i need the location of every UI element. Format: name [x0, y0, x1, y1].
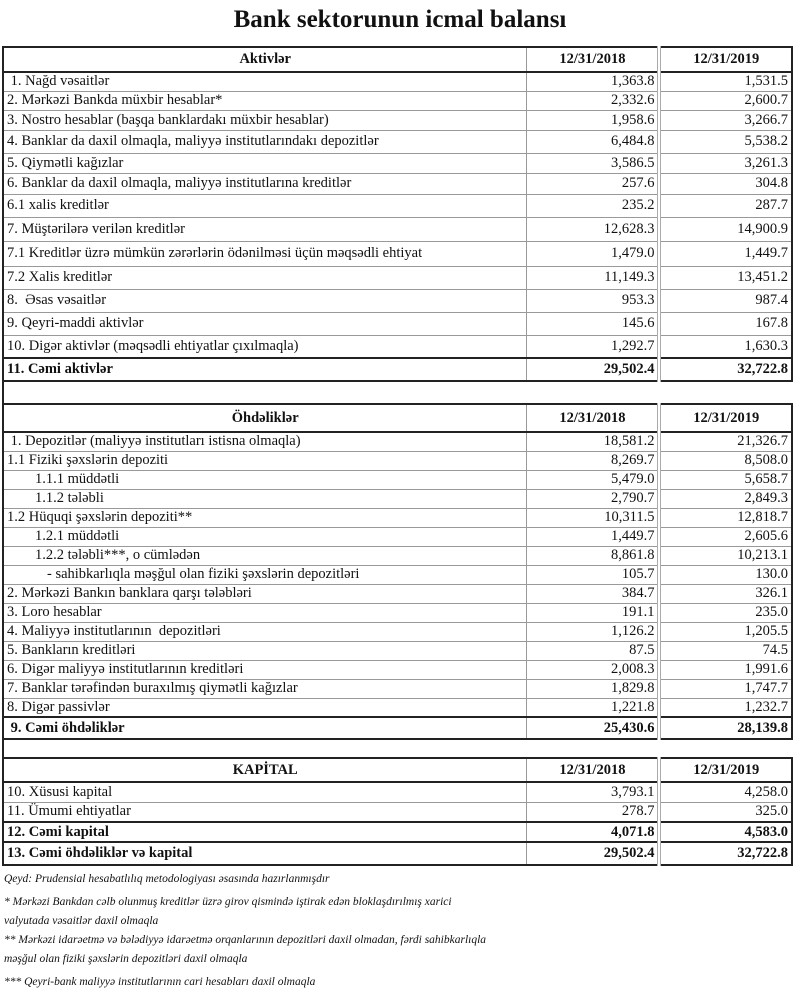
table-row: [3, 130, 792, 153]
table-row: [3, 603, 792, 622]
value-2018: 87.5: [527, 641, 660, 660]
table-row: [3, 432, 792, 451]
row-label: 2. Mərkəzi Bankda müxbir hesablar*: [3, 91, 527, 110]
table-row: [3, 584, 792, 603]
value-2019: 8,508.0: [659, 451, 792, 470]
footnote-1-cont: valyutada vəsaitlər daxil olmaqla: [4, 915, 159, 927]
table-row: [3, 565, 792, 584]
section-header: Öhdəliklər: [3, 404, 527, 432]
capital-table: [2, 757, 793, 866]
row-label: 9. Qeyri-maddi aktivlər: [3, 312, 527, 335]
table-row: [3, 266, 792, 289]
value-2018: 1,221.8: [527, 698, 660, 717]
value-2018: 1,363.8: [527, 72, 660, 91]
row-label: 8. Digər passivlər: [3, 698, 527, 717]
page-title: Bank sektorunun icmal balansı: [233, 6, 567, 33]
row-label: 1. Depozitlər (maliyyə institutları istisna olmaqla): [3, 432, 527, 451]
value-2019: 1,991.6: [659, 660, 792, 679]
value-2018: 11,149.3: [527, 266, 660, 289]
value-2019: 2,600.7: [659, 91, 792, 110]
value-2019: 12,818.7: [659, 508, 792, 527]
row-label: 11. Ümumi ehtiyatlar: [3, 802, 527, 822]
value-2018: 2,008.3: [527, 660, 660, 679]
table-row: [3, 622, 792, 641]
value-2019: 325.0: [659, 802, 792, 822]
row-label: 8. Əsas vəsaitlər: [3, 289, 527, 312]
value-2018: 191.1: [527, 603, 660, 622]
table-row: [3, 312, 792, 335]
column-header-2018: 12/31/2018: [527, 47, 660, 72]
value-2019: 5,538.2: [659, 130, 792, 153]
row-label: 4. Banklar da daxil olmaqla, maliyyə institutlarındakı depozitlər: [3, 130, 527, 153]
value-2019: 5,658.7: [659, 470, 792, 489]
value-2018: 1,126.2: [527, 622, 660, 641]
value-2018: 8,861.8: [527, 546, 660, 565]
table-row: [3, 698, 792, 717]
value-2019: 1,531.5: [659, 72, 792, 91]
value-2019: 3,266.7: [659, 110, 792, 130]
value-2019: 32,722.8: [659, 842, 792, 865]
value-2018: 145.6: [527, 312, 660, 335]
value-2019: 28,139.8: [659, 717, 792, 739]
table-row: [3, 546, 792, 565]
row-label: 6. Digər maliyyə institutlarının kreditləri: [3, 660, 527, 679]
value-2018: 25,430.6: [527, 717, 660, 739]
footnotes: [4, 870, 784, 992]
column-header-2019: 12/31/2019: [659, 758, 792, 782]
value-2019: 304.8: [659, 173, 792, 194]
note-methodology: Qeyd: Prudensial hesabatlılıq metodologiyası əsasında hazırlanmışdır: [4, 873, 330, 885]
row-label: 7.1 Kreditlər üzrə mümkün zərərlərin ödənilməsi üçün məqsədli ehtiyat: [3, 241, 527, 266]
table-row: [3, 451, 792, 470]
assets-table: [2, 46, 793, 382]
section-header-row: [3, 758, 792, 782]
liabilities-table: [2, 403, 793, 740]
value-2018: 2,790.7: [527, 489, 660, 508]
table-row: [3, 72, 792, 91]
row-label: 1.2.1 müddətli: [3, 527, 527, 546]
total-row: [3, 822, 792, 842]
row-label: 3. Loro hesablar: [3, 603, 527, 622]
value-2019: 1,630.3: [659, 335, 792, 358]
value-2018: 12,628.3: [527, 217, 660, 241]
table-row: [3, 527, 792, 546]
column-header-2018: 12/31/2018: [527, 404, 660, 432]
table-row: [3, 679, 792, 698]
row-label: 1. Nağd vəsaitlər: [3, 72, 527, 91]
table-row: [3, 508, 792, 527]
row-label: 1.2 Hüquqi şəxslərin depoziti**: [3, 508, 527, 527]
value-2019: 130.0: [659, 565, 792, 584]
table-row: [3, 489, 792, 508]
value-2019: 1,205.5: [659, 622, 792, 641]
total-row: [3, 717, 792, 739]
table-row: [3, 660, 792, 679]
row-label: 13. Cəmi öhdəliklər və kapital: [3, 842, 527, 865]
column-header-2019: 12/31/2019: [659, 47, 792, 72]
total-row: [3, 358, 792, 381]
value-2018: 1,292.7: [527, 335, 660, 358]
value-2018: 257.6: [527, 173, 660, 194]
row-label: 1.1 Fiziki şəxslərin depoziti: [3, 451, 527, 470]
row-label: 11. Cəmi aktivlər: [3, 358, 527, 381]
table-row: [3, 241, 792, 266]
row-label: 7. Müştərilərə verilən kreditlər: [3, 217, 527, 241]
table-row: [3, 802, 792, 822]
value-2018: 1,449.7: [527, 527, 660, 546]
section-header: Aktivlər: [3, 47, 527, 72]
table-row: [3, 289, 792, 312]
value-2019: 74.5: [659, 641, 792, 660]
value-2019: 167.8: [659, 312, 792, 335]
value-2019: 4,258.0: [659, 782, 792, 802]
value-2019: 1,449.7: [659, 241, 792, 266]
value-2018: 953.3: [527, 289, 660, 312]
table-row: [3, 91, 792, 110]
value-2019: 10,213.1: [659, 546, 792, 565]
row-label: 10. Digər aktivlər (məqsədli ehtiyatlar çıxılmaqla): [3, 335, 527, 358]
column-header-2019: 12/31/2019: [659, 404, 792, 432]
value-2018: 278.7: [527, 802, 660, 822]
value-2019: 21,326.7: [659, 432, 792, 451]
footnote-3: *** Qeyri-bank maliyyə institutlarının cari hesabları daxil olmaqla: [4, 976, 316, 988]
value-2019: 13,451.2: [659, 266, 792, 289]
table-row: [3, 470, 792, 489]
value-2019: 1,747.7: [659, 679, 792, 698]
row-label: 1.1.1 müddətli: [3, 470, 527, 489]
value-2019: 287.7: [659, 194, 792, 217]
value-2018: 384.7: [527, 584, 660, 603]
footnote-1: * Mərkəzi Bankdan cəlb olunmuş kreditlər üzrə girov qismində iştirak edən bloklaşdırılmış xarici: [4, 896, 452, 908]
value-2018: 8,269.7: [527, 451, 660, 470]
value-2018: 5,479.0: [527, 470, 660, 489]
row-label: 5. Qiymətli kağızlar: [3, 153, 527, 173]
table-row: [3, 641, 792, 660]
table-row: [3, 194, 792, 217]
value-2018: 3,586.5: [527, 153, 660, 173]
section-header-row: [3, 47, 792, 72]
row-label: 9. Cəmi öhdəliklər: [3, 717, 527, 739]
value-2018: 29,502.4: [527, 358, 660, 381]
value-2019: 1,232.7: [659, 698, 792, 717]
section-header: KAPİTAL: [3, 758, 527, 782]
value-2019: 14,900.9: [659, 217, 792, 241]
row-label: 7.2 Xalis kreditlər: [3, 266, 527, 289]
value-2019: 2,849.3: [659, 489, 792, 508]
footnote-2-cont: məşğul olan fiziki şəxslərin depozitləri daxil olmaqla: [4, 953, 248, 965]
value-2019: 32,722.8: [659, 358, 792, 381]
table-row: [3, 173, 792, 194]
row-label: 6.1 xalis kreditlər: [3, 194, 527, 217]
row-label: 12. Cəmi kapital: [3, 822, 527, 842]
value-2019: 3,261.3: [659, 153, 792, 173]
value-2018: 6,484.8: [527, 130, 660, 153]
row-label: 4. Maliyyə institutlarının depozitləri: [3, 622, 527, 641]
row-label: 7. Banklar tərəfindən buraxılmış qiymətli kağızlar: [3, 679, 527, 698]
row-label: 10. Xüsusi kapital: [3, 782, 527, 802]
value-2018: 1,829.8: [527, 679, 660, 698]
value-2018: 18,581.2: [527, 432, 660, 451]
row-label: - sahibkarlıqla məşğul olan fiziki şəxslərin depozitləri: [3, 565, 527, 584]
value-2019: 4,583.0: [659, 822, 792, 842]
value-2019: 987.4: [659, 289, 792, 312]
row-label: 6. Banklar da daxil olmaqla, maliyyə institutlarına kreditlər: [3, 173, 527, 194]
row-label: 2. Mərkəzi Bankın banklara qarşı tələbləri: [3, 584, 527, 603]
value-2018: 1,479.0: [527, 241, 660, 266]
row-label: 1.1.2 tələbli: [3, 489, 527, 508]
total-row: [3, 842, 792, 865]
row-label: 3. Nostro hesablar (başqa banklardakı müxbir hesablar): [3, 110, 527, 130]
footnote-2: ** Mərkəzi idarəetmə və bələdiyyə idarəetmə orqanlarının depozitləri daxil olmadan, fərdi sahibkarlıqla: [4, 934, 487, 946]
table-row: [3, 110, 792, 130]
value-2018: 235.2: [527, 194, 660, 217]
value-2019: 2,605.6: [659, 527, 792, 546]
value-2018: 10,311.5: [527, 508, 660, 527]
row-label: 5. Bankların kreditləri: [3, 641, 527, 660]
value-2018: 3,793.1: [527, 782, 660, 802]
column-header-2018: 12/31/2018: [527, 758, 660, 782]
table-row: [3, 335, 792, 358]
value-2019: 235.0: [659, 603, 792, 622]
table-row: [3, 217, 792, 241]
section-header-row: [3, 404, 792, 432]
value-2018: 29,502.4: [527, 842, 660, 865]
value-2019: 326.1: [659, 584, 792, 603]
row-label: 1.2.2 tələbli***, o cümlədən: [3, 546, 527, 565]
value-2018: 4,071.8: [527, 822, 660, 842]
value-2018: 105.7: [527, 565, 660, 584]
value-2018: 2,332.6: [527, 91, 660, 110]
table-row: [3, 153, 792, 173]
table-row: [3, 782, 792, 802]
value-2018: 1,958.6: [527, 110, 660, 130]
